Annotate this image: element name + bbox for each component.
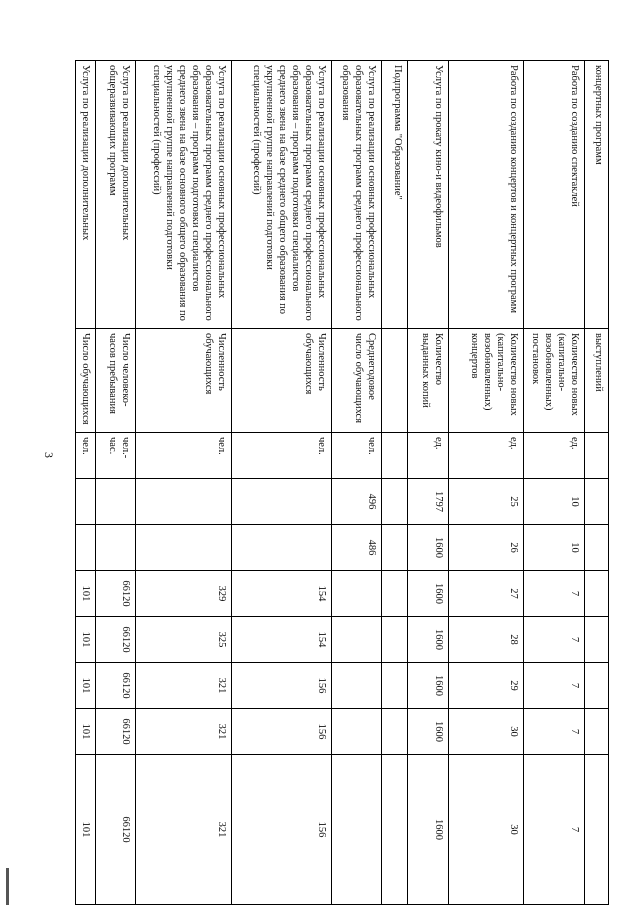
value-cell: 7: [524, 617, 584, 663]
value-cell: [584, 479, 608, 525]
table-row: [76, 61, 96, 905]
value-cell: [331, 617, 381, 663]
value-cell: [381, 755, 407, 905]
indicator-cell: Количество новых (капитально-возобновленных) постановок: [524, 329, 584, 433]
table-row: [524, 61, 584, 905]
indicator-cell: Количество новых (капитально-возобновленных) концертов: [449, 329, 524, 433]
unit-cell: ед.: [408, 433, 449, 479]
value-cell: 66120: [96, 663, 136, 709]
value-cell: 28: [449, 617, 524, 663]
value-cell: 486: [331, 525, 381, 571]
value-cell: 29: [449, 663, 524, 709]
table-row: [381, 61, 407, 905]
value-cell: [584, 525, 608, 571]
indicator-cell: выступлений: [584, 329, 608, 433]
value-cell: 1600: [408, 525, 449, 571]
value-cell: [76, 479, 96, 525]
indicator-cell: [381, 329, 407, 433]
table-row: [96, 61, 136, 905]
value-cell: [232, 525, 332, 571]
value-cell: 7: [524, 663, 584, 709]
value-cell: [381, 479, 407, 525]
rotated-table-frame: [75, 60, 609, 900]
table-row: [331, 61, 381, 905]
indicator-cell: Численность обучающихся: [232, 329, 332, 433]
service-name-cell: Услуга по реализации основных профессиональных образовательных программ среднего профессионального образования: [331, 61, 381, 329]
value-cell: [331, 709, 381, 755]
value-cell: 154: [232, 571, 332, 617]
table-row: [449, 61, 524, 905]
value-cell: 1600: [408, 755, 449, 905]
value-cell: [584, 709, 608, 755]
value-cell: [381, 571, 407, 617]
value-cell: [331, 663, 381, 709]
value-cell: [136, 525, 232, 571]
value-cell: 101: [76, 663, 96, 709]
value-cell: [96, 479, 136, 525]
value-cell: 10: [524, 525, 584, 571]
value-cell: [381, 663, 407, 709]
rotated-table-area: [75, 60, 609, 900]
value-cell: 329: [136, 571, 232, 617]
value-cell: 101: [76, 571, 96, 617]
value-cell: 66120: [96, 709, 136, 755]
unit-cell: ед.: [524, 433, 584, 479]
table-row: [136, 61, 232, 905]
value-cell: 321: [136, 663, 232, 709]
value-cell: 66120: [96, 571, 136, 617]
unit-cell: ед.: [449, 433, 524, 479]
services-table: [75, 60, 609, 905]
value-cell: [381, 525, 407, 571]
value-cell: [331, 755, 381, 905]
service-name-cell: Услуга по реализации дополнительных: [76, 61, 96, 329]
page-number: 3: [42, 452, 56, 458]
value-cell: 66120: [96, 617, 136, 663]
unit-cell: [584, 433, 608, 479]
value-cell: 30: [449, 755, 524, 905]
value-cell: 101: [76, 709, 96, 755]
value-cell: 1600: [408, 709, 449, 755]
unit-cell: чел.-час.: [96, 433, 136, 479]
service-name-cell: Услуга по реализации основных профессиональных образовательных программ среднего профессионального образования – программ подготовки специалистов среднего звена на базе среднего общего образования по укрупненной группе направлений подготовки специальностей (профессий): [232, 61, 332, 329]
value-cell: 10: [524, 479, 584, 525]
unit-cell: чел.: [136, 433, 232, 479]
value-cell: 26: [449, 525, 524, 571]
unit-cell: чел.: [232, 433, 332, 479]
value-cell: 66120: [96, 755, 136, 905]
service-name-cell: Работа по созданию концертов и концертных программ: [449, 61, 524, 329]
service-name-cell: концертных программ: [584, 61, 608, 329]
value-cell: 156: [232, 755, 332, 905]
value-cell: 101: [76, 755, 96, 905]
value-cell: 321: [136, 755, 232, 905]
indicator-cell: Число человеко-часов пребывания: [96, 329, 136, 433]
indicator-cell: Среднегодовое число обучающихся: [331, 329, 381, 433]
value-cell: 1600: [408, 663, 449, 709]
table-row: [584, 61, 608, 905]
value-cell: 154: [232, 617, 332, 663]
value-cell: [232, 479, 332, 525]
value-cell: 7: [524, 571, 584, 617]
value-cell: [96, 525, 136, 571]
unit-cell: чел.: [76, 433, 96, 479]
service-name-cell: Услуга по реализации дополнительных общеразвивающих программ: [96, 61, 136, 329]
service-name-cell: Подпрограмма "Образование": [381, 61, 407, 329]
value-cell: 321: [136, 709, 232, 755]
value-cell: 30: [449, 709, 524, 755]
value-cell: [584, 571, 608, 617]
value-cell: [331, 571, 381, 617]
service-name-cell: Работа по созданию спектаклей: [524, 61, 584, 329]
value-cell: [584, 617, 608, 663]
value-cell: 7: [524, 709, 584, 755]
value-cell: 101: [76, 617, 96, 663]
indicator-cell: Количество выданных копий: [408, 329, 449, 433]
unit-cell: чел.: [331, 433, 381, 479]
value-cell: [76, 525, 96, 571]
value-cell: 1797: [408, 479, 449, 525]
value-cell: 1600: [408, 617, 449, 663]
table-row: [408, 61, 449, 905]
value-cell: [136, 479, 232, 525]
value-cell: 156: [232, 663, 332, 709]
value-cell: 27: [449, 571, 524, 617]
value-cell: 25: [449, 479, 524, 525]
service-name-cell: Услуга по прокату кино-и видеофильмов: [408, 61, 449, 329]
value-cell: [381, 617, 407, 663]
value-cell: [584, 755, 608, 905]
value-cell: 325: [136, 617, 232, 663]
value-cell: [381, 709, 407, 755]
indicator-cell: Численность обучающихся: [136, 329, 232, 433]
service-name-cell: Услуга по реализации основных профессиональных образовательных программ среднего профессионального образования – программ подготовки специалистов среднего звена на базе основного общего образования по укрупненной группе направлений подготовки специальностей (профессий): [136, 61, 232, 329]
table-body: [76, 61, 609, 905]
value-cell: [584, 663, 608, 709]
table-row: [232, 61, 332, 905]
scan-edge-mark: [6, 868, 9, 905]
value-cell: 496: [331, 479, 381, 525]
value-cell: 1600: [408, 571, 449, 617]
indicator-cell: Число обучающихся: [76, 329, 96, 433]
value-cell: 7: [524, 755, 584, 905]
unit-cell: [381, 433, 407, 479]
value-cell: 156: [232, 709, 332, 755]
